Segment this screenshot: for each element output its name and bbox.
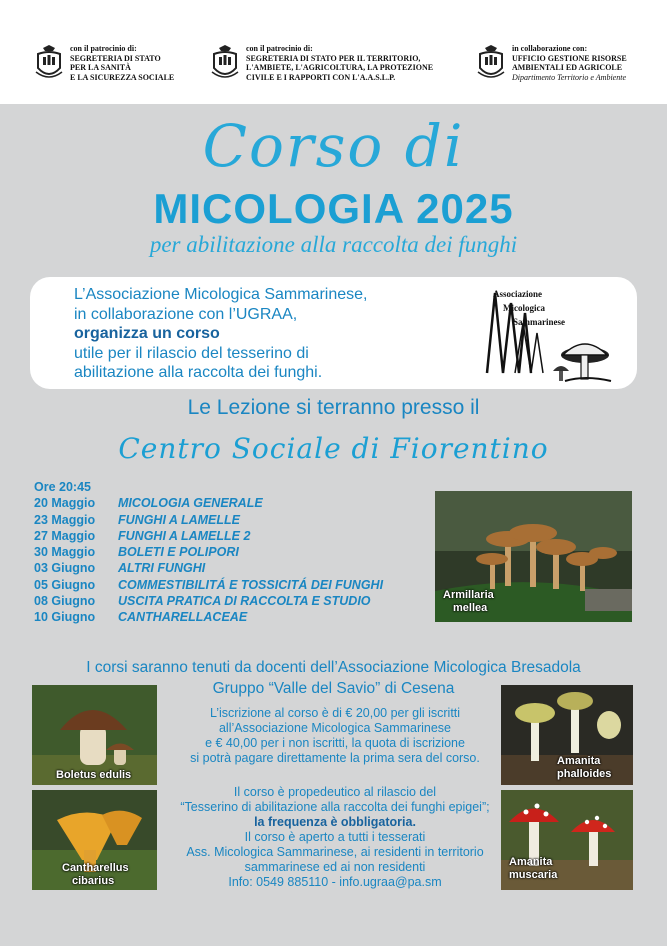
- photo-cantharellus-caption: Cantharellus cibarius: [62, 862, 129, 887]
- photo-armillaria-caption: Armillaria mellea: [443, 589, 494, 614]
- docenti-text: I corsi saranno tenuti da docenti dell’Associazione Micologica Bresadola Gruppo “Valle del Savio” di Cesena: [86, 659, 581, 697]
- schedule-row: 20 Maggio MICOLOGIA GENERALE: [34, 496, 263, 511]
- photo-amanita-phalloides-caption: Amanita phalloides: [557, 755, 612, 780]
- san-marino-crest-icon: [34, 44, 64, 82]
- title-subtitle: per abilitazione alla raccolta dei funghi: [149, 232, 518, 257]
- logo-line-1: Associazione: [493, 289, 542, 299]
- schedule-row: 10 Giugno CANTHARELLACEAE: [34, 610, 248, 625]
- title-script: Corso di: [202, 112, 465, 180]
- schedule-time: Ore 20:45: [34, 480, 91, 494]
- photo-amanita-muscaria-caption: Amanita muscaria: [509, 856, 558, 881]
- contact-info: Info: 0549 885110 - info.ugraa@pa.sm: [228, 875, 442, 889]
- photo-amanita-phalloides: [501, 685, 633, 785]
- patron-territorio: [210, 44, 433, 82]
- photo-amanita-muscaria: [501, 790, 633, 890]
- schedule-row: 08 Giugno USCITA PRATICA DI RACCOLTA E STUDIO: [34, 594, 371, 609]
- patron-territorio-text: con il patrocinio di: SEGRETERIA DI STATO PER IL TERRITORIO, L'AMBIETE, L'AGRICOLTURA, LA PROTEZIONE CIVILE E I RAPPORTI CON L'A.A.S.L.P.: [246, 44, 434, 82]
- intro-box: [30, 277, 637, 389]
- schedule-row: 03 Giugno ALTRI FUNGHI: [34, 561, 206, 576]
- venue-name: Centro Sociale di Fiorentino: [118, 432, 549, 465]
- propedeutico-text: Il corso è propedeutico al rilascio del “Tesserino di abilitazione alla raccolta dei funghi epigei”; la frequenza è obbligatoria. Il corso è aperto a tutti i tesserati Ass. Micologica Sammarinese, ai residenti in territorio sammarinese ed ai non residenti Info: 0549 885110 - info.ugraa@pa.sm: [150, 785, 520, 890]
- photo-cantharellus: [32, 790, 157, 890]
- san-marino-crest-icon: [476, 44, 506, 82]
- photo-armillaria: [435, 491, 632, 622]
- patron-ugraa-text: in collaborazione con: UFFICIO GESTIONE RISORSE AMBIENTALI ED AGRICOLE Dipartimento Territorio e Ambiente: [512, 44, 627, 82]
- schedule-row: 23 Maggio FUNGHI A LAMELLE: [34, 512, 240, 527]
- page-title: MICOLOGIA 2025: [153, 185, 514, 232]
- schedule-row: 05 Giugno COMMESTIBILITÁ E TOSSICITÁ DEI FUNGHI: [34, 577, 384, 592]
- patron-ugraa: [476, 44, 627, 82]
- schedule: [34, 479, 383, 626]
- intro-text: L’Associazione Micologica Sammarinese, in collaborazione con l’UGRAA, organizza un corso utile per il rilascio del tesserino di abilitazione alla raccolta dei funghi.: [74, 286, 368, 381]
- schedule-row: 27 Maggio FUNGHI A LAMELLE 2: [34, 528, 251, 543]
- photo-boletus-caption: Boletus edulis: [56, 769, 132, 781]
- photo-boletus: [32, 685, 157, 785]
- logo-line-2: Micologica: [503, 303, 545, 313]
- patron-sanita: [34, 44, 174, 82]
- logo-line-3: Sammarinese: [513, 317, 565, 327]
- header-band: [0, 0, 667, 104]
- schedule-row: 30 Maggio BOLETI E POLIPORI: [34, 545, 239, 560]
- san-marino-crest-icon: [210, 44, 240, 82]
- patron-sanita-text: con il patrocinio di: SEGRETERIA DI STATO PER LA SANITÀ E LA SICUREZZA SOCIALE: [70, 44, 175, 82]
- association-logo: [485, 283, 615, 387]
- venue-intro: Le Lezione si terranno presso il: [187, 396, 480, 419]
- iscrizione-text: L’iscrizione al corso è di € 20,00 per gli iscritti all’Associazione Micologica Sammarinese e € 40,00 per i non iscritti, la quota di iscrizione si potrà pagare direttamente la prima sera del corso.: [190, 706, 480, 765]
